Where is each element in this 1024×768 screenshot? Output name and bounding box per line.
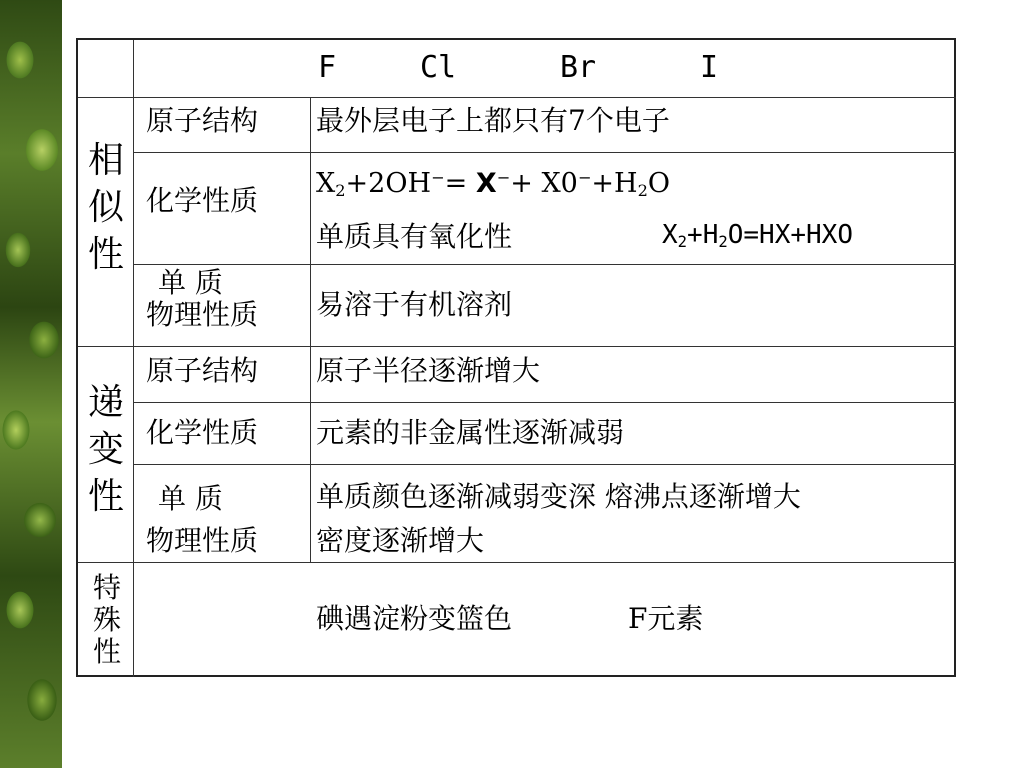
property-atomic-structure: 原子结构 bbox=[146, 104, 259, 137]
group-label-gradation: 递变性 bbox=[87, 382, 124, 517]
element-Cl: Cl bbox=[420, 50, 457, 85]
group-label-special: 特殊性 bbox=[92, 571, 121, 669]
property-atomic-structure: 原子结构 bbox=[146, 354, 259, 387]
property-physical: 物理性质 bbox=[146, 298, 259, 331]
similarity-physical-content: 易溶于有机溶剂 bbox=[316, 288, 513, 321]
gradation-physical-content-line1: 单质颜色逐渐减弱变深 熔沸点逐渐增大 bbox=[316, 480, 801, 513]
gradation-atomic-content: 原子半径逐渐增大 bbox=[316, 354, 541, 387]
col-divider bbox=[310, 97, 311, 562]
row-divider bbox=[134, 464, 956, 465]
leaf-decoration bbox=[0, 0, 62, 768]
special-content-fluorine: F元素 bbox=[628, 602, 704, 635]
group-label-text: 相似性 bbox=[87, 140, 124, 275]
element-Br: Br bbox=[560, 50, 597, 85]
row-divider bbox=[134, 402, 956, 403]
property-elemental-line1: 单 质 bbox=[158, 482, 223, 515]
row-divider bbox=[78, 97, 956, 98]
similarity-atomic-content: 最外层电子上都只有7个电子 bbox=[316, 104, 670, 137]
special-content-iodine: 碘遇淀粉变篮色 bbox=[316, 602, 513, 635]
oxidizing-property: 单质具有氧化性 bbox=[316, 220, 513, 253]
property-physical: 物理性质 bbox=[146, 524, 259, 557]
reaction-with-water: $X_2+H_2O=HX+HXO$ bbox=[662, 220, 853, 251]
col-divider bbox=[133, 40, 134, 677]
group-label-similarity bbox=[86, 138, 126, 278]
gradation-physical-content-line2: 密度逐渐增大 bbox=[316, 524, 485, 557]
property-chemical: 化学性质 bbox=[146, 184, 259, 217]
reaction-with-hydroxide: $X_2+2OH^-= X^-+ X0^-+H_2O$ bbox=[316, 168, 671, 201]
row-divider bbox=[134, 152, 956, 153]
halogen-table bbox=[76, 38, 956, 677]
property-chemical: 化学性质 bbox=[146, 416, 259, 449]
row-divider bbox=[78, 346, 956, 347]
row-divider bbox=[134, 264, 956, 265]
row-divider bbox=[78, 562, 956, 563]
element-F: F bbox=[318, 50, 337, 85]
gradation-chemical-content: 元素的非金属性逐渐减弱 bbox=[316, 416, 625, 449]
element-I: I bbox=[700, 50, 719, 85]
property-elemental-line1: 单 质 bbox=[158, 266, 223, 299]
